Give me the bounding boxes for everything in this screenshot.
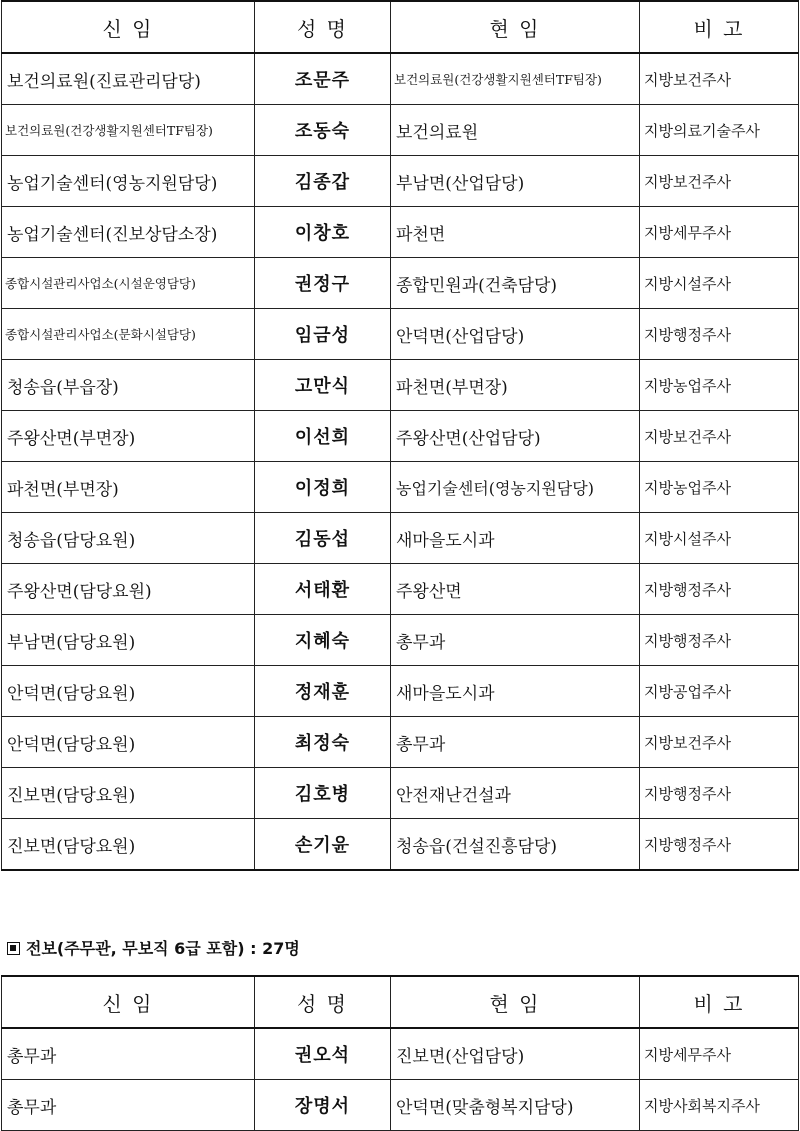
note-cell: 지방보건주사 [640,411,799,462]
current-post-cell: 총무과 [391,615,640,666]
new-post-cell: 보건의료원(건강생활지원센터TF팀장) [2,105,255,156]
current-post-cell: 종합민원과(건축담당) [391,258,640,309]
new-post-cell: 주왕산면(담당요원) [2,564,255,615]
new-post-cell: 청송읍(담당요원) [2,513,255,564]
name-cell: 정재훈 [255,666,391,717]
new-post-cell: 청송읍(부읍장) [2,360,255,411]
name-cell: 이정희 [255,462,391,513]
table-row [2,309,799,360]
table-header-row [2,976,799,1028]
note-cell: 지방공업주사 [640,666,799,717]
name-cell: 이선희 [255,411,391,462]
table-row [2,819,799,871]
name-cell: 조동숙 [255,105,391,156]
note-cell: 지방보건주사 [640,156,799,207]
name-cell: 권오석 [255,1028,391,1080]
new-post-cell: 농업기술센터(진보상담소장) [2,207,255,258]
table-row [2,717,799,768]
new-post-cell: 종합시설관리사업소(문화시설담당) [2,309,255,360]
section-title-text: 전보(주무관, 무보직 6급 포함) : 27명 [26,939,300,958]
new-post-cell: 보건의료원(진료관리담당) [2,53,255,105]
new-post-cell: 진보면(담당요원) [2,819,255,871]
current-post-cell: 안덕면(맞춤형복지담당) [391,1080,640,1131]
table-row [2,615,799,666]
appointment-table-2 [1,975,799,1131]
new-post-cell: 종합시설관리사업소(시설운영담당) [2,258,255,309]
current-post-cell: 보건의료원 [391,105,640,156]
current-post-cell: 청송읍(건설진흥담당) [391,819,640,871]
name-cell: 장명서 [255,1080,391,1131]
current-post-cell: 파천면 [391,207,640,258]
table-row [2,105,799,156]
table-row [2,768,799,819]
current-post-cell: 새마을도시과 [391,513,640,564]
table-row [2,258,799,309]
new-post-cell: 안덕면(담당요원) [2,666,255,717]
square-bullet-icon [7,942,20,955]
name-cell: 지혜숙 [255,615,391,666]
note-cell: 지방농업주사 [640,462,799,513]
table-row [2,53,799,105]
header-new-post: 신 임 [2,1,255,53]
header-current-post: 현 임 [391,1,640,53]
name-cell: 임금성 [255,309,391,360]
note-cell: 지방보건주사 [640,53,799,105]
name-cell: 이창호 [255,207,391,258]
new-post-cell: 총무과 [2,1080,255,1131]
header-new-post: 신 임 [2,976,255,1028]
header-note: 비 고 [640,1,799,53]
table-row [2,1080,799,1131]
note-cell: 지방의료기술주사 [640,105,799,156]
table-row [2,1028,799,1080]
header-name: 성 명 [255,1,391,53]
name-cell: 손기윤 [255,819,391,871]
new-post-cell: 부남면(담당요원) [2,615,255,666]
note-cell: 지방세무주사 [640,207,799,258]
table-row [2,462,799,513]
appointment-table-1 [1,0,799,871]
current-post-cell: 주왕산면 [391,564,640,615]
current-post-cell: 안전재난건설과 [391,768,640,819]
name-cell: 김종갑 [255,156,391,207]
name-cell: 김호병 [255,768,391,819]
note-cell: 지방농업주사 [640,360,799,411]
current-post-cell: 보건의료원(건강생활지원센터TF팀장) [391,53,640,105]
new-post-cell: 농업기술센터(영농지원담당) [2,156,255,207]
name-cell: 김동섭 [255,513,391,564]
note-cell: 지방행정주사 [640,309,799,360]
new-post-cell: 진보면(담당요원) [2,768,255,819]
current-post-cell: 농업기술센터(영농지원담당) [391,462,640,513]
table-header-row [2,1,799,53]
header-note: 비 고 [640,976,799,1028]
note-cell: 지방행정주사 [640,768,799,819]
note-cell: 지방시설주사 [640,513,799,564]
current-post-cell: 새마을도시과 [391,666,640,717]
current-post-cell: 안덕면(산업담당) [391,309,640,360]
table-row [2,156,799,207]
name-cell: 권정구 [255,258,391,309]
note-cell: 지방보건주사 [640,717,799,768]
note-cell: 지방사회복지주사 [640,1080,799,1131]
current-post-cell: 총무과 [391,717,640,768]
table-row [2,666,799,717]
note-cell: 지방세무주사 [640,1028,799,1080]
new-post-cell: 안덕면(담당요원) [2,717,255,768]
table-row [2,564,799,615]
new-post-cell: 총무과 [2,1028,255,1080]
note-cell: 지방행정주사 [640,564,799,615]
name-cell: 최정숙 [255,717,391,768]
note-cell: 지방시설주사 [640,258,799,309]
current-post-cell: 주왕산면(산업담당) [391,411,640,462]
new-post-cell: 주왕산면(부면장) [2,411,255,462]
header-current-post: 현 임 [391,976,640,1028]
name-cell: 고만식 [255,360,391,411]
header-name: 성 명 [255,976,391,1028]
table-row [2,513,799,564]
name-cell: 서태환 [255,564,391,615]
name-cell: 조문주 [255,53,391,105]
table-row [2,360,799,411]
new-post-cell: 파천면(부면장) [2,462,255,513]
current-post-cell: 진보면(산업담당) [391,1028,640,1080]
table-row [2,411,799,462]
section-title-transfer [7,936,300,959]
current-post-cell: 파천면(부면장) [391,360,640,411]
note-cell: 지방행정주사 [640,615,799,666]
table-row [2,207,799,258]
current-post-cell: 부남면(산업담당) [391,156,640,207]
note-cell: 지방행정주사 [640,819,799,871]
